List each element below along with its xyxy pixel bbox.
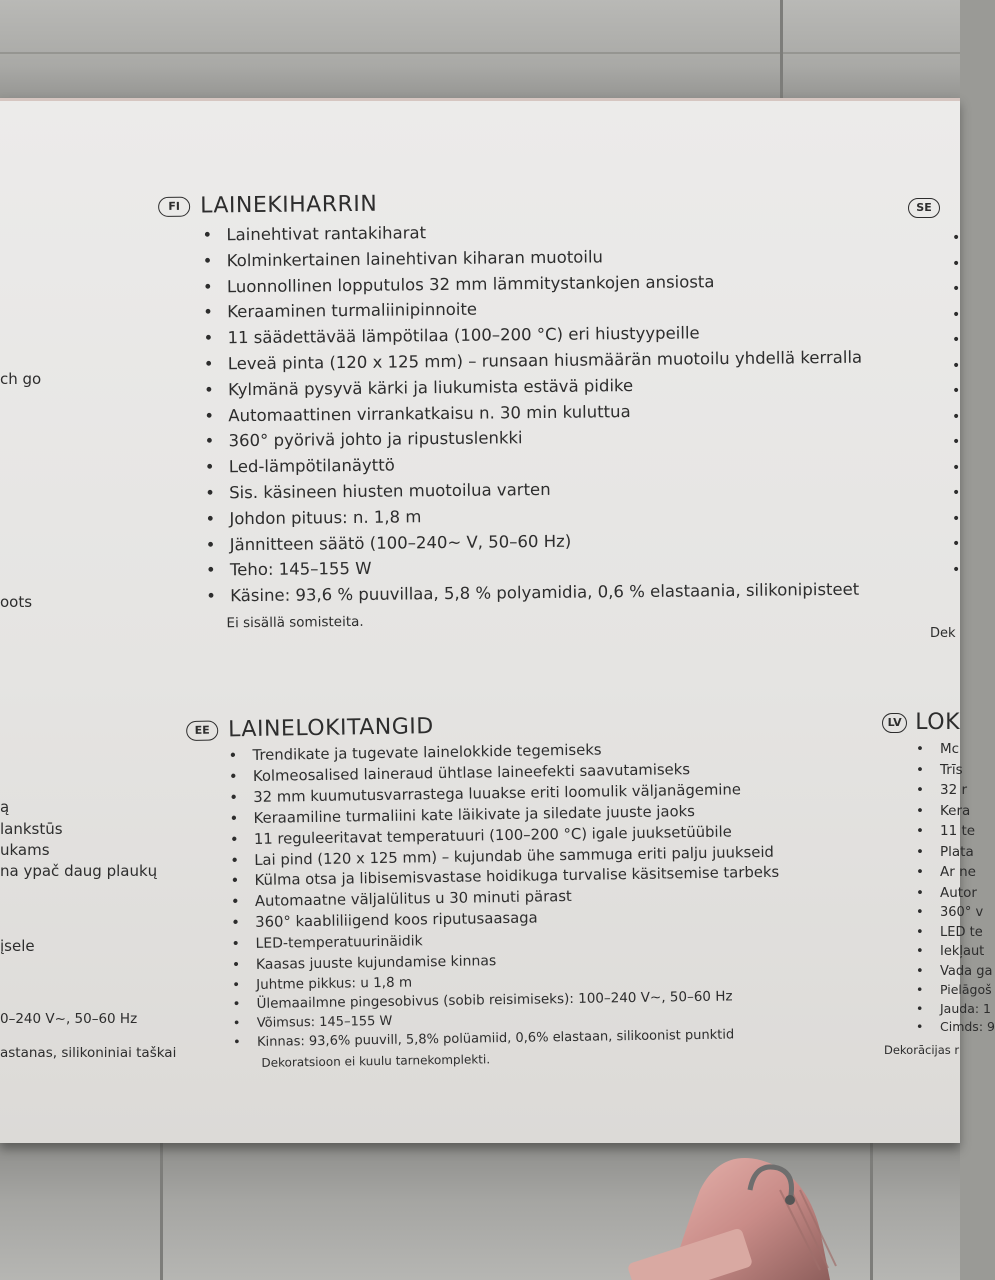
list-item: • Kaasas juuste kujundamise kinnas [256, 947, 781, 976]
list-item: • Johdon pituus: n. 1,8 m [229, 499, 864, 531]
list-item: • 360° pyörivä johto ja ripustuslenkki [228, 422, 863, 454]
list-item: • LED te [940, 923, 960, 943]
list-item: • 360° v [940, 903, 960, 923]
list-item: • Led-lämpötilanäyttö [229, 448, 864, 480]
left-column-fragment: ch go [0, 370, 42, 388]
floor-tile-seam [160, 1143, 163, 1280]
list-item: • 360° kaabliliigend koos riputusaasaga [255, 905, 780, 934]
list-item: • Ar ne [940, 862, 960, 883]
swedish-section-clipped [908, 196, 960, 656]
floor-tile-seam [780, 0, 783, 98]
curling-iron-handle-icon [630, 1150, 880, 1280]
latvian-feature-list [940, 739, 995, 1037]
language-badge-lv: LV [882, 713, 907, 733]
list-item: • Kolmeosalised laineraud ühtlase laineefekti saavutamiseks [253, 759, 778, 788]
left-column-fragment: ą [0, 798, 10, 816]
list-item: • Automaatne väljalülitus u 30 minuti pärast [255, 884, 780, 913]
latvian-title-fragment: LOK [915, 710, 960, 735]
list-item: • Leveä pinta (120 x 125 mm) – runsaan hiusmäärän muotoilu yhdellä kerralla [228, 345, 863, 377]
swedish-bullet-column: • • • • • • • • • • • • • • [952, 230, 961, 578]
list-item: • Ülemaailmne pingesobivus (sobib reisimiseks): 100–240 V~, 50–60 Hz [256, 987, 781, 1014]
list-item: • Cimds: 9 [940, 1018, 960, 1037]
list-item: • 11 reguleeritavat temperatuuri (100–200 °C) igale juuksetüübile [254, 821, 779, 850]
box-top-edge [0, 98, 960, 101]
list-item: • Keraamiline turmaliini kate läikivate ja siledate juuste jaoks [253, 800, 778, 829]
left-column-fragment: 0–240 V~, 50–60 Hz [0, 1011, 138, 1027]
left-column-fragment: astanas, silikoniniai taškai [0, 1045, 177, 1061]
list-item: • Kinnas: 93,6% puuvill, 5,8% polüamiid, 0,6% elastaan, silikoonist punktid [257, 1025, 782, 1052]
left-column-fragment: na ypač daug plaukų [0, 862, 158, 880]
list-item: • Keraaminen turmaliinipinnoite [227, 293, 862, 325]
estonian-product-title: LAINELOKITANGID [227, 714, 434, 743]
list-item: • Automaattinen virrankatkaisu n. 30 min kuluttua [228, 396, 863, 428]
left-column-fragment: ukams [0, 841, 50, 859]
latvian-section-clipped [882, 710, 995, 1060]
list-item: • Sis. käsineen hiusten muotoilua varten [229, 474, 864, 506]
estonian-feature-list [252, 738, 781, 1052]
language-badge-se: SE [908, 198, 940, 218]
list-item: • Iekļaut [940, 942, 960, 962]
list-item: • Plata [940, 842, 960, 863]
estonian-footnote: Dekoratsioon ei kuulu tarnekomplekti. [261, 1052, 491, 1070]
list-item: • Kylmänä pysyvä kärki ja liukumista estävä pidike [228, 370, 863, 402]
list-item: • Võimsus: 145–155 W [257, 1006, 782, 1033]
list-item: • 11 te [940, 821, 960, 842]
list-item: • Külma otsa ja libisemisvastase hoidikuga turvalise käsitsemise tarbeks [254, 863, 779, 892]
language-badge-ee: EE [186, 720, 218, 741]
list-item: • Kolminkertainen lainehtivan kiharan muotoilu [227, 241, 862, 273]
latvian-section-header [882, 710, 960, 735]
finnish-footnote: Ei sisällä somisteita. [226, 613, 364, 632]
list-item: • LED-temperatuurinäidik [255, 926, 780, 955]
list-item: • Lai pind (120 x 125 mm) – kujundab ühe sammuga eriti palju juukseid [254, 842, 779, 871]
list-item: • Jännitteen säätö (100–240~ V, 50–60 Hz) [230, 525, 865, 557]
swedish-footnote-fragment: Dek [930, 626, 956, 641]
list-item: • Vada ga [940, 962, 960, 982]
floor-tile-seam [0, 52, 960, 54]
list-item: • Teho: 145–155 W [230, 551, 865, 583]
list-item: • Pielāgoš [940, 981, 960, 1000]
list-item: • 11 säädettävää lämpötilaa (100–200 °C) eri hiustyypeille [227, 319, 862, 351]
latvian-footnote-fragment: Dekorācijas r [884, 1042, 960, 1057]
list-item: • Käsine: 93,6 % puuvillaa, 5,8 % polyamidia, 0,6 % elastaania, silikonipisteet [230, 577, 865, 609]
list-item: • Jauda: 1 [940, 1000, 960, 1019]
list-item: • 32 r [940, 780, 960, 801]
finnish-feature-list [226, 216, 864, 610]
left-column-fragment: įsele [0, 937, 35, 955]
list-item: • 32 mm kuumutusvarrastega luuakse eriti loomulik väljanägemine [253, 780, 778, 809]
list-item: • Lainehtivat rantakiharat [226, 216, 861, 248]
list-item: • Luonnollinen lopputulos 32 mm lämmitystankojen ansiosta [227, 267, 862, 299]
list-item: • Trendikate ja tugevate lainelokkide tegemiseks [252, 738, 777, 767]
left-column-fragment: oots [0, 593, 33, 611]
list-item: • Mc [940, 739, 960, 760]
floor-background-top [0, 0, 960, 110]
estonian-section [186, 709, 782, 1071]
language-badge-fi: FI [158, 196, 190, 216]
finnish-product-title: LAINEKIHARRIN [199, 191, 378, 219]
list-item: • Juhtme pikkus: u 1,8 m [256, 968, 781, 995]
list-item: • Trīs [940, 760, 960, 781]
list-item: • Autor [940, 883, 960, 904]
left-column-fragment: lankstūs [0, 820, 63, 838]
list-item: • Kera [940, 801, 960, 822]
finnish-section [158, 187, 865, 632]
